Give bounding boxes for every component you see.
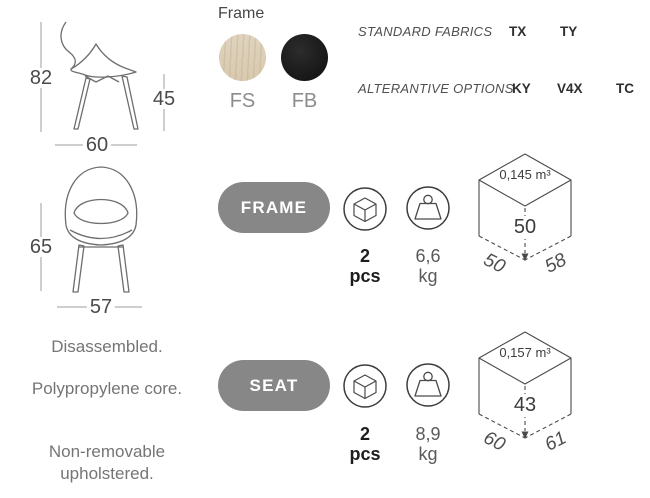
frame-box-width: 58 <box>541 249 570 278</box>
alternative-options-label: ALTERANTIVE OPTIONS <box>358 81 514 96</box>
seat-pill <box>218 360 330 411</box>
dim-front-width: 57 <box>87 297 115 317</box>
chair-side-view-drawing <box>61 22 138 129</box>
frame-box-volume: 0,145 m³ <box>499 167 551 182</box>
seat-pieces-number: 2 <box>359 424 370 444</box>
dim-front-height: 65 <box>27 237 55 257</box>
dim-side-height: 82 <box>27 68 55 88</box>
frame-weight-icon <box>405 185 451 231</box>
frame-box-height: 50 <box>508 216 542 239</box>
frame-pieces-number: 2 <box>359 246 370 266</box>
note-disassembled: Disassembled. <box>51 337 163 356</box>
seat-box-depth: 60 <box>480 427 509 456</box>
fabric-code-ky: KY <box>512 81 531 96</box>
frame-box-diagram <box>465 145 595 285</box>
frame-box-depth: 50 <box>480 249 509 278</box>
note-core: Polypropylene core. <box>31 379 183 398</box>
dim-side-width: 60 <box>83 135 111 155</box>
frame-pieces-unit: pcs <box>349 266 381 286</box>
chair-front-view-drawing <box>65 167 136 292</box>
seat-pieces-unit: pcs <box>349 444 381 464</box>
seat-pieces-cube-icon <box>342 363 388 409</box>
frame-weight-number: 6,6 <box>415 246 441 266</box>
frame-finishes-title: Frame <box>218 5 265 22</box>
note-upholstery: Non-removable upholstered. <box>48 442 166 483</box>
seat-box-width: 61 <box>541 427 570 456</box>
dim-side-seat-height: 45 <box>150 89 178 109</box>
seat-pill-label: SEAT <box>249 375 299 395</box>
frame-pill <box>218 182 330 233</box>
finish-code-fs: FS <box>229 90 256 112</box>
chair-drawings <box>0 0 210 320</box>
frame-pieces-cube-icon <box>342 186 388 232</box>
frame-weight-unit: kg <box>418 266 438 286</box>
frame-pill-label: FRAME <box>240 197 308 217</box>
seat-box-height: 43 <box>508 394 542 417</box>
finish-swatch-fs <box>219 34 266 81</box>
seat-weight-number: 8,9 <box>415 424 441 444</box>
dimension-lines <box>41 22 164 307</box>
seat-weight-unit: kg <box>418 444 438 464</box>
seat-weight-icon <box>405 362 451 408</box>
fabric-code-ty: TY <box>560 24 578 39</box>
fabric-code-tc: TC <box>616 81 634 96</box>
frame-pieces-value <box>337 246 393 286</box>
seat-box-diagram <box>465 323 595 463</box>
standard-fabrics-label: STANDARD FABRICS <box>358 24 493 39</box>
fabric-code-v4x: V4X <box>557 81 583 96</box>
fabric-code-tx: TX <box>509 24 527 39</box>
seat-box-volume: 0,157 m³ <box>499 345 551 360</box>
finish-swatch-fb <box>281 34 328 81</box>
seat-weight-value <box>400 424 456 464</box>
frame-weight-value <box>400 246 456 286</box>
finish-code-fb: FB <box>291 90 318 112</box>
seat-pieces-value <box>337 424 393 464</box>
